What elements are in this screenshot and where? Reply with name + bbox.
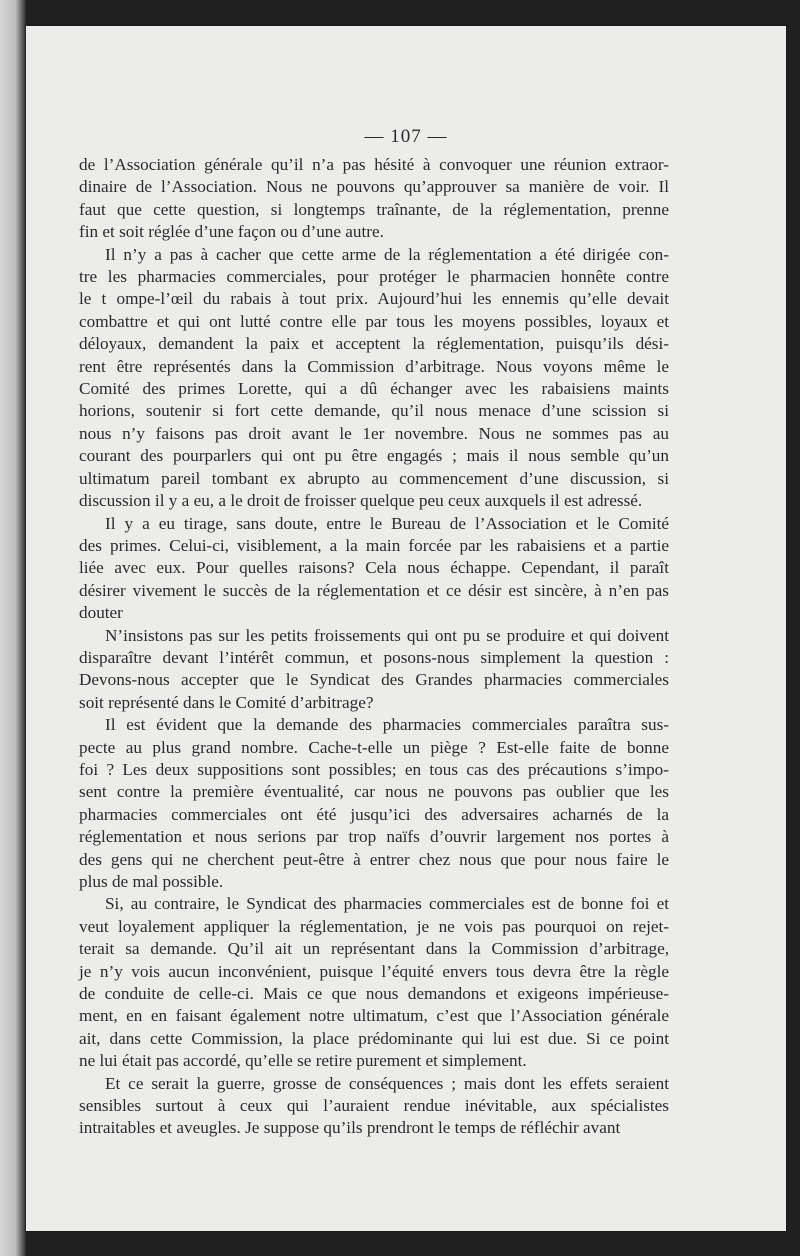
text-line: horions, soutenir si fort cette demande, qu’il nous menace d’une scission si: [79, 401, 669, 421]
text-line: Il y a eu tirage, sans doute, entre le Bureau de l’Association et le Comité: [105, 513, 669, 533]
text-line: dinaire de l’Association. Nous ne pouvons qu’approuver sa manière de voir. Il: [79, 177, 669, 197]
text-line: discussion il y a eu, a le droit de froisser quelque peu ceux auxquels il est adressé.: [79, 491, 643, 511]
paragraph: [79, 625, 669, 715]
text-line: de conduite de celle-ci. Mais ce que nous demandons et exigeons impérieuse-: [79, 984, 669, 1004]
document-page: [26, 26, 786, 1231]
text-line: des gens qui ne cherchent peut-être à entrer chez nous que pour nous faire le: [79, 849, 669, 869]
text-line: Comité des primes Lorette, qui a dû échanger avec les rabaisiens maints: [79, 379, 669, 399]
text-line: ment, en en faisant également notre ultimatum, c’est que l’Association générale: [79, 1006, 669, 1026]
text-line: intraitables et aveugles. Je suppose qu’ils prendront le temps de réfléchir avant: [79, 1118, 621, 1138]
text-line: liée avec eux. Pour quelles raisons? Cela nous échappe. Cependant, il paraît: [79, 558, 669, 578]
text-line: tre les pharmacies commerciales, pour protéger le pharmacien honnête contre: [79, 267, 669, 287]
text-line: Il est évident que la demande des pharmacies commerciales paraîtra sus-: [105, 715, 669, 735]
text-line: Il n’y a pas à cacher que cette arme de la réglementation a été dirigée con-: [105, 244, 669, 264]
text-line: de l’Association générale qu’il n’a pas hésité à convoquer une réunion extraor-: [79, 155, 669, 174]
text-line: sent contre la première éventualité, car nous ne pouvons pas oublier que les: [79, 782, 669, 802]
text-line: nous n’y faisons pas droit avant le 1er novembre. Nous ne sommes pas au: [79, 423, 669, 443]
text-line: ait, dans cette Commission, la place prédominante qui lui est due. Si ce point: [79, 1028, 669, 1048]
paragraph: [79, 1073, 669, 1140]
text-line: pharmacies commerciales ont été jusqu’ici des adversaires acharnés de la: [79, 804, 669, 824]
text-line: veut loyalement appliquer la réglementation, je ne vois pas pourquoi on rejet-: [79, 916, 669, 936]
text-line: Devons-nous accepter que le Syndicat des Grandes pharmacies commerciales: [79, 670, 669, 690]
adjacent-page-edge: [0, 0, 26, 1256]
text-line: plus de mal possible.: [79, 872, 224, 891]
text-line: faut que cette question, si longtemps traînante, de la réglementation, prenne: [79, 199, 669, 219]
text-line: je n’y vois aucun inconvénient, puisque l’équité envers tous devra être la règle: [79, 961, 669, 981]
text-line: ne lui était pas accordé, qu’elle se retire purement et simplement.: [79, 1051, 527, 1071]
paragraph: [79, 714, 669, 893]
text-line: réglementation et nous serions par trop naïfs d’ouvrir largement nos portes à: [79, 827, 669, 847]
text-line: soit représenté dans le Comité d’arbitrage?: [79, 692, 374, 712]
text-line: disparaître devant l’intérêt commun, et posons-nous simplement la question :: [79, 647, 669, 667]
text-line: foi ? Les deux suppositions sont possibles; en tous cas des précautions s’impo-: [79, 759, 669, 779]
text-line: le t ompe-l’œil du rabais à tout prix. Aujourd’hui les ennemis qu’elle devait: [79, 289, 669, 309]
text-line: Si, au contraire, le Syndicat des pharmacies commerciales est de bonne foi et: [105, 894, 669, 914]
text-line: fin et soit réglée d’une façon ou d’une autre.: [79, 222, 384, 242]
text-line: ultimatum pareil tombant ex abrupto au commencement d’une discussion, si: [79, 468, 669, 488]
text-line: rent être représentés dans la Commission d’arbitrage. Nous voyons même le: [79, 356, 669, 376]
page-number: — 107 —: [364, 126, 448, 147]
text-line: désirer vivement le succès de la réglementation et ce désir est sincère, à n’en pas: [79, 580, 669, 600]
text-line: combattre et qui ont lutté contre elle par tous les moyens possibles, loyaux et: [79, 311, 669, 331]
paragraph: [79, 893, 669, 1072]
text-line: N’insistons pas sur les petits froissements qui ont pu se produire et qui doivent: [105, 625, 669, 645]
paragraph: [79, 513, 669, 625]
text-line: Et ce serait la guerre, grosse de conséquences ; mais dont les effets seraient: [105, 1073, 669, 1093]
paragraph: [79, 244, 669, 513]
text-line: des primes. Celui-ci, visiblement, a la main forcée par les rabaisiens et a partie: [79, 535, 669, 555]
paragraph: [79, 154, 669, 244]
text-line: pecte au plus grand nombre. Cache-t-elle un piège ? Est-elle faite de bonne: [79, 737, 669, 757]
text-line: douter: [79, 603, 123, 623]
body-text: [79, 154, 669, 1140]
text-line: terait sa demande. Qu’il ait un représentant dans la Commission d’arbitrage,: [79, 939, 669, 959]
text-line: déloyaux, demandent la paix et acceptent la réglementation, puisqu’ils dési-: [79, 334, 669, 354]
text-line: courant des pourparlers qui ont pu être engagés ; mais il nous semble qu’un: [79, 446, 669, 466]
text-line: sensibles surtout à ceux qui l’auraient rendue inévitable, aux spécialistes: [79, 1096, 669, 1116]
